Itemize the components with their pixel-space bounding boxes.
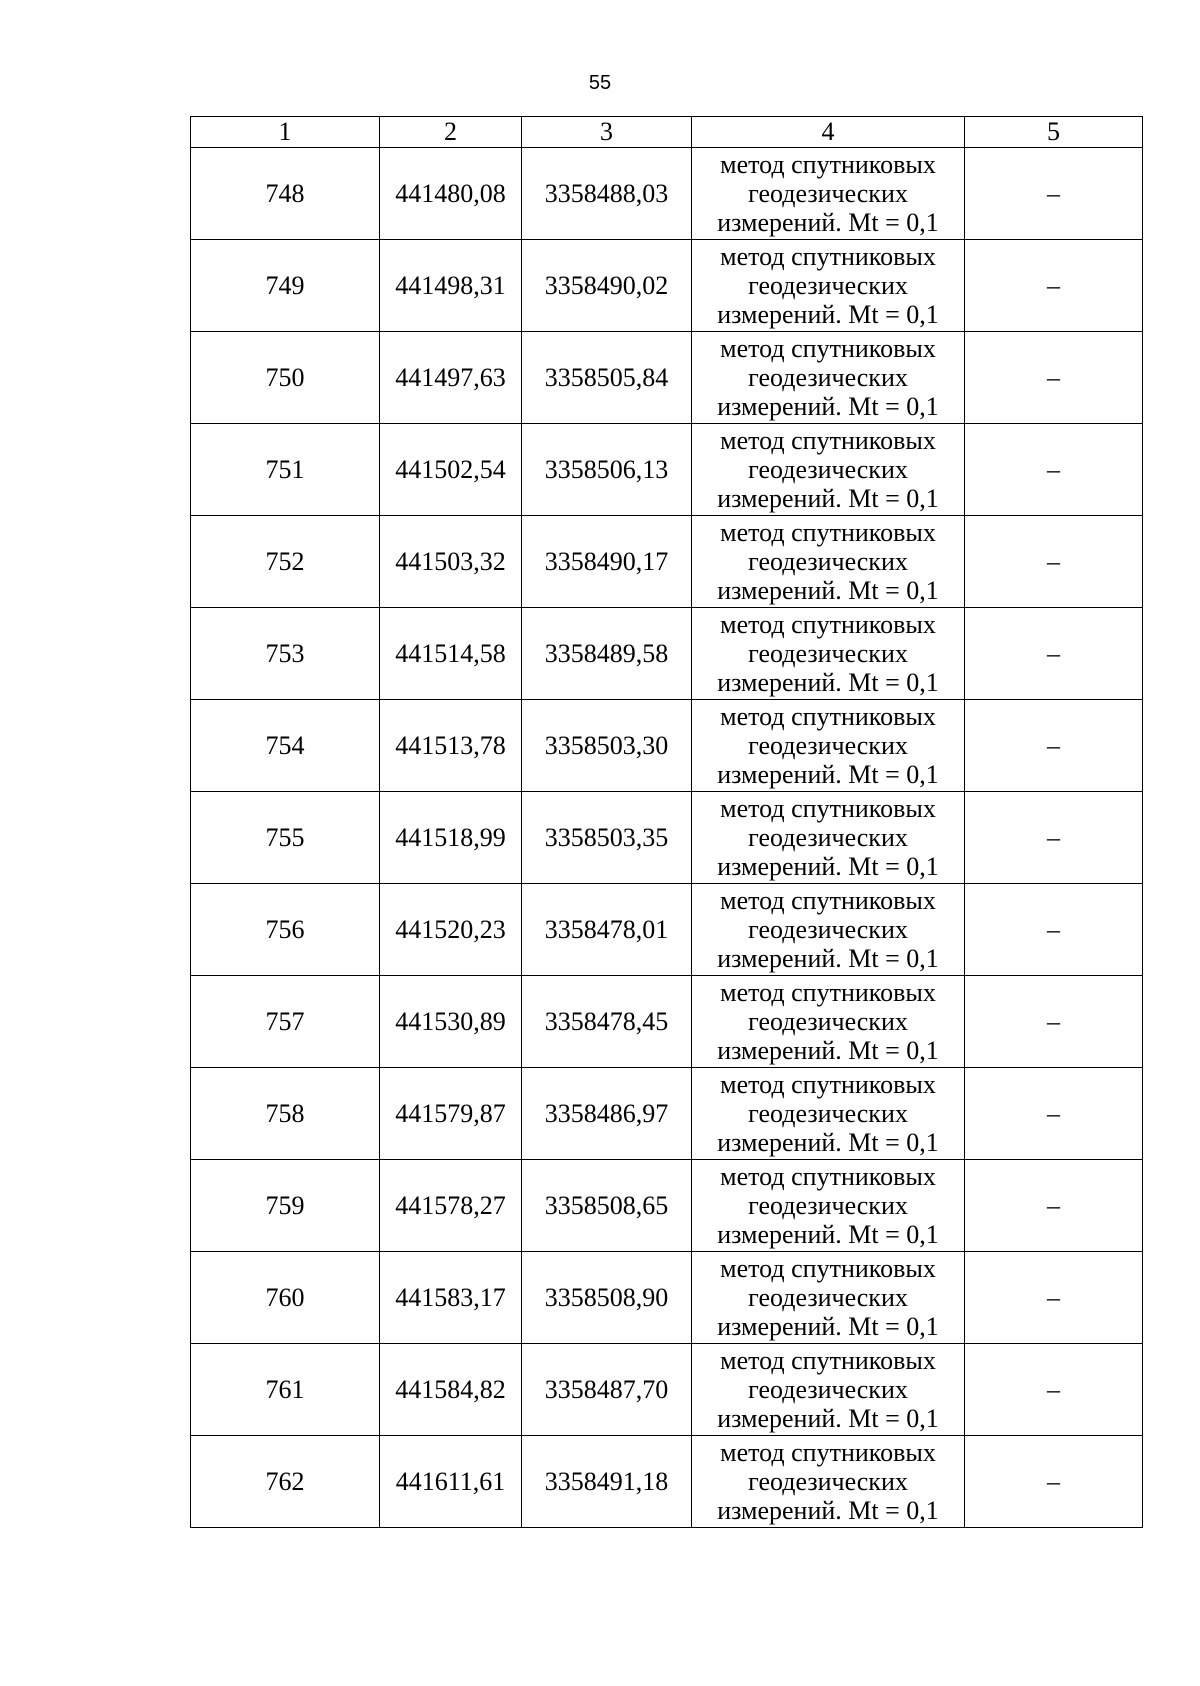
table-row — [191, 148, 1143, 240]
table-row — [191, 1068, 1143, 1160]
y-coordinate-cell: 3358490,02 — [522, 240, 692, 332]
method-line-3: измерений. Mt = 0,1 — [717, 668, 939, 697]
note-cell: – — [965, 1160, 1143, 1252]
y-coordinate-cell: 3358508,65 — [522, 1160, 692, 1252]
method-line-3: измерений. Mt = 0,1 — [717, 1312, 939, 1341]
table-row — [191, 516, 1143, 608]
method-cell — [692, 332, 965, 424]
method-cell — [692, 1344, 965, 1436]
method-cell — [692, 608, 965, 700]
method-line-3: измерений. Mt = 0,1 — [717, 1036, 939, 1065]
x-coordinate-cell: 441502,54 — [380, 424, 522, 516]
note-cell: – — [965, 148, 1143, 240]
method-line-2: геодезических — [748, 915, 908, 944]
x-coordinate-cell: 441503,32 — [380, 516, 522, 608]
x-coordinate-cell: 441583,17 — [380, 1252, 522, 1344]
point-number-cell: 754 — [191, 700, 380, 792]
table-row — [191, 332, 1143, 424]
method-line-2: геодезических — [748, 547, 908, 576]
x-coordinate-cell: 441611,61 — [380, 1436, 522, 1528]
method-line-3: измерений. Mt = 0,1 — [717, 1128, 939, 1157]
method-cell — [692, 792, 965, 884]
column-header-3: 3 — [522, 117, 692, 148]
note-cell: – — [965, 1436, 1143, 1528]
y-coordinate-cell: 3358478,01 — [522, 884, 692, 976]
y-coordinate-cell: 3358478,45 — [522, 976, 692, 1068]
method-line-2: геодезических — [748, 1007, 908, 1036]
y-coordinate-cell: 3358486,97 — [522, 1068, 692, 1160]
table-row — [191, 424, 1143, 516]
point-number-cell: 761 — [191, 1344, 380, 1436]
method-line-2: геодезических — [748, 179, 908, 208]
table-row — [191, 700, 1143, 792]
method-line-1: метод спутниковых — [720, 518, 936, 547]
note-cell: – — [965, 240, 1143, 332]
column-header-2: 2 — [380, 117, 522, 148]
method-cell — [692, 976, 965, 1068]
x-coordinate-cell: 441579,87 — [380, 1068, 522, 1160]
table-row — [191, 1436, 1143, 1528]
y-coordinate-cell: 3358503,35 — [522, 792, 692, 884]
method-line-1: метод спутниковых — [720, 1254, 936, 1283]
point-number-cell: 749 — [191, 240, 380, 332]
method-line-2: геодезических — [748, 1375, 908, 1404]
note-cell: – — [965, 792, 1143, 884]
y-coordinate-cell: 3358505,84 — [522, 332, 692, 424]
y-coordinate-cell: 3358490,17 — [522, 516, 692, 608]
note-cell: – — [965, 516, 1143, 608]
y-coordinate-cell: 3358488,03 — [522, 148, 692, 240]
x-coordinate-cell: 441530,89 — [380, 976, 522, 1068]
y-coordinate-cell: 3358487,70 — [522, 1344, 692, 1436]
method-line-3: измерений. Mt = 0,1 — [717, 484, 939, 513]
method-line-2: геодезических — [748, 363, 908, 392]
x-coordinate-cell: 441480,08 — [380, 148, 522, 240]
method-cell — [692, 148, 965, 240]
x-coordinate-cell: 441520,23 — [380, 884, 522, 976]
table-row — [191, 1160, 1143, 1252]
method-line-1: метод спутниковых — [720, 610, 936, 639]
x-coordinate-cell: 441578,27 — [380, 1160, 522, 1252]
header-row — [191, 117, 1143, 148]
point-number-cell: 753 — [191, 608, 380, 700]
coordinates-table — [190, 116, 1143, 1528]
method-line-1: метод спутниковых — [720, 242, 936, 271]
x-coordinate-cell: 441498,31 — [380, 240, 522, 332]
method-line-1: метод спутниковых — [720, 1162, 936, 1191]
point-number-cell: 751 — [191, 424, 380, 516]
method-line-1: метод спутниковых — [720, 886, 936, 915]
table-header — [191, 117, 1143, 148]
method-line-2: геодезических — [748, 731, 908, 760]
note-cell: – — [965, 1252, 1143, 1344]
method-line-2: геодезических — [748, 1191, 908, 1220]
method-line-2: геодезических — [748, 639, 908, 668]
point-number-cell: 760 — [191, 1252, 380, 1344]
column-header-4: 4 — [692, 117, 965, 148]
column-header-1: 1 — [191, 117, 380, 148]
x-coordinate-cell: 441584,82 — [380, 1344, 522, 1436]
method-line-2: геодезических — [748, 271, 908, 300]
point-number-cell: 755 — [191, 792, 380, 884]
y-coordinate-cell: 3358503,30 — [522, 700, 692, 792]
x-coordinate-cell: 441518,99 — [380, 792, 522, 884]
point-number-cell: 748 — [191, 148, 380, 240]
table-row — [191, 1252, 1143, 1344]
note-cell: – — [965, 1068, 1143, 1160]
method-line-2: геодезических — [748, 1467, 908, 1496]
method-line-3: измерений. Mt = 0,1 — [717, 852, 939, 881]
table-row — [191, 792, 1143, 884]
method-line-1: метод спутниковых — [720, 426, 936, 455]
point-number-cell: 752 — [191, 516, 380, 608]
method-line-3: измерений. Mt = 0,1 — [717, 300, 939, 329]
point-number-cell: 757 — [191, 976, 380, 1068]
note-cell: – — [965, 884, 1143, 976]
y-coordinate-cell: 3358506,13 — [522, 424, 692, 516]
method-line-3: измерений. Mt = 0,1 — [717, 1404, 939, 1433]
method-line-2: геодезических — [748, 1099, 908, 1128]
method-line-3: измерений. Mt = 0,1 — [717, 1496, 939, 1525]
y-coordinate-cell: 3358508,90 — [522, 1252, 692, 1344]
coordinates-table-container — [190, 116, 1142, 1528]
method-cell — [692, 240, 965, 332]
page-number: 55 — [588, 72, 612, 94]
table-row — [191, 884, 1143, 976]
method-cell — [692, 1436, 965, 1528]
method-line-1: метод спутниковых — [720, 334, 936, 363]
method-line-2: геодезических — [748, 455, 908, 484]
point-number-cell: 758 — [191, 1068, 380, 1160]
table-row — [191, 240, 1143, 332]
method-line-1: метод спутниковых — [720, 1070, 936, 1099]
point-number-cell: 750 — [191, 332, 380, 424]
method-line-2: геодезических — [748, 1283, 908, 1312]
method-cell — [692, 1160, 965, 1252]
method-line-1: метод спутниковых — [720, 702, 936, 731]
note-cell: – — [965, 700, 1143, 792]
point-number-cell: 762 — [191, 1436, 380, 1528]
x-coordinate-cell: 441497,63 — [380, 332, 522, 424]
table-row — [191, 608, 1143, 700]
x-coordinate-cell: 441513,78 — [380, 700, 522, 792]
note-cell: – — [965, 608, 1143, 700]
method-line-3: измерений. Mt = 0,1 — [717, 576, 939, 605]
method-line-3: измерений. Mt = 0,1 — [717, 760, 939, 789]
x-coordinate-cell: 441514,58 — [380, 608, 522, 700]
table-row — [191, 976, 1143, 1068]
method-cell — [692, 1068, 965, 1160]
note-cell: – — [965, 424, 1143, 516]
y-coordinate-cell: 3358491,18 — [522, 1436, 692, 1528]
method-line-1: метод спутниковых — [720, 978, 936, 1007]
table-body — [191, 148, 1143, 1528]
y-coordinate-cell: 3358489,58 — [522, 608, 692, 700]
point-number-cell: 756 — [191, 884, 380, 976]
method-line-2: геодезических — [748, 823, 908, 852]
method-line-1: метод спутниковых — [720, 150, 936, 179]
method-line-3: измерений. Mt = 0,1 — [717, 208, 939, 237]
method-line-1: метод спутниковых — [720, 794, 936, 823]
note-cell: – — [965, 976, 1143, 1068]
method-line-3: измерений. Mt = 0,1 — [717, 392, 939, 421]
method-cell — [692, 884, 965, 976]
method-cell — [692, 1252, 965, 1344]
method-cell — [692, 424, 965, 516]
note-cell: – — [965, 1344, 1143, 1436]
method-line-3: измерений. Mt = 0,1 — [717, 1220, 939, 1249]
method-line-1: метод спутниковых — [720, 1346, 936, 1375]
note-cell: – — [965, 332, 1143, 424]
method-cell — [692, 516, 965, 608]
point-number-cell: 759 — [191, 1160, 380, 1252]
method-line-3: измерений. Mt = 0,1 — [717, 944, 939, 973]
method-cell — [692, 700, 965, 792]
column-header-5: 5 — [965, 117, 1143, 148]
method-line-1: метод спутниковых — [720, 1438, 936, 1467]
table-row — [191, 1344, 1143, 1436]
